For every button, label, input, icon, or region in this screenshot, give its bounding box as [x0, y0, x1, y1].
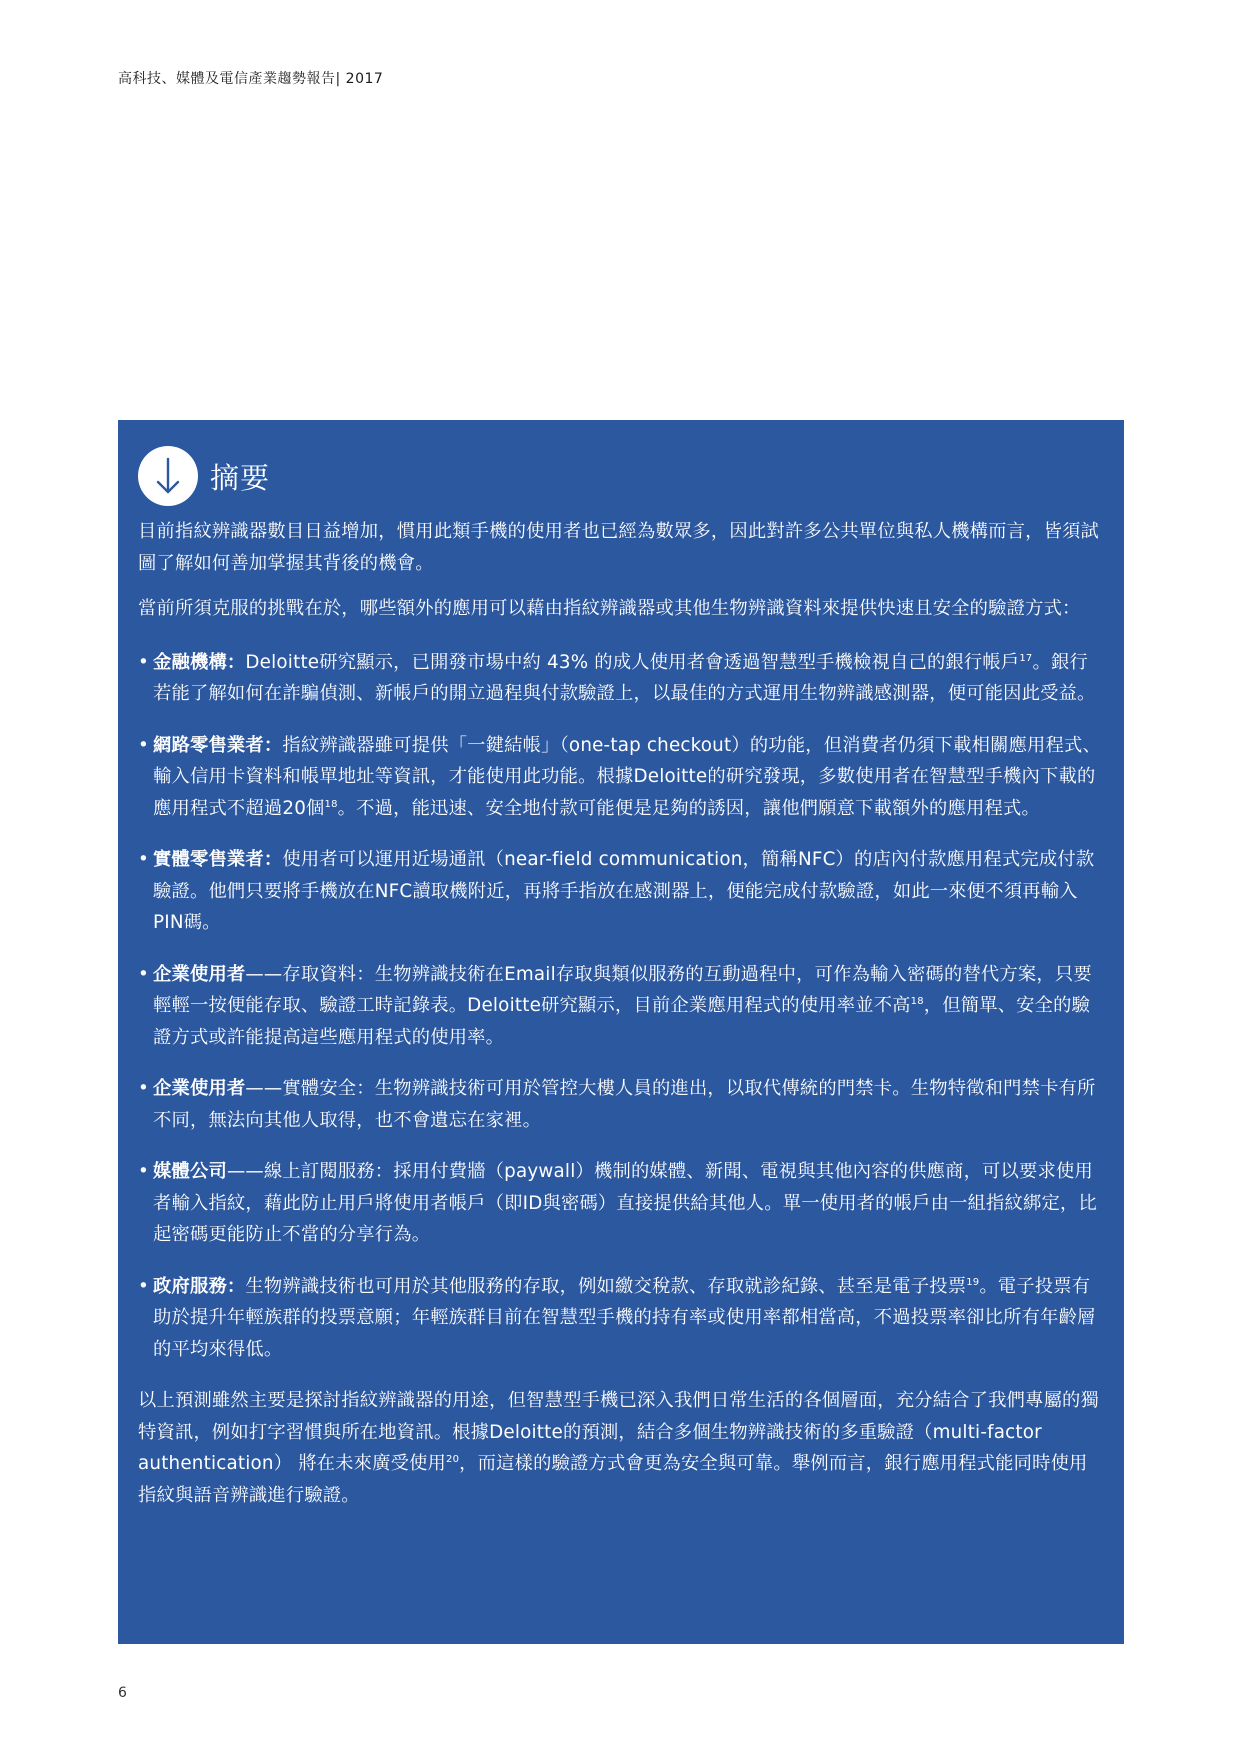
closing-paragraph [138, 1385, 1104, 1511]
summary-bullet-list [138, 647, 1104, 1366]
bullet-text: ——存取資料：生物辨識技術在Email存取與類似服務的互動過程中，可作為輸入密碼的替代方案，只要輕輕一按便能存取、驗證工時記錄表。Deloitte研究顯示，目前企業應用程式的使用率並不高 [153, 963, 1092, 1016]
bullet-government-services [138, 1271, 1104, 1366]
bullet-dot: • [138, 849, 149, 870]
bullet-text: 使用者可以運用近場通訊（near-field communication，簡稱NFC）的店內付款應用程式完成付款驗證。他們只要將手機放在NFC讀取機附近，再將手指放在感測器上，便能完成付款驗證，如此一來便不須再輸入PIN碼。 [153, 849, 1095, 933]
bullet-enterprise-physical-security [138, 1073, 1104, 1136]
bullet-dot: • [138, 963, 149, 985]
bullet-label: 實體零售業者： [153, 849, 283, 870]
summary-box [118, 420, 1124, 1644]
footnote-ref: 18 [910, 995, 924, 1007]
bullet-text-cont: 。銀行若能了解如何在詐騙偵測、新帳戶的開立過程與付款驗證上，以最佳的方式運用生物辨識感測器，便可能因此受益。 [153, 651, 1096, 704]
bullet-text-cont: 。不過，能迅速、安全地付款可能便是足夠的誘因，讓他們願意下載額外的應用程式。 [337, 797, 1040, 819]
intro-paragraph-2: 當前所須克服的挑戰在於，哪些額外的應用可以藉由指紋辨識器或其他生物辨識資料來提供快速且安全的驗證方式： [138, 598, 1081, 619]
bullet-text-cont: 。電子投票有助於提升年輕族群的投票意願；年輕族群目前在智慧型手機的持有率或使用率都相當高，不過投票率卻比所有年齡層的平均來得低。 [153, 1275, 1096, 1360]
running-header: 高科技、媒體及電信產業趨勢報告| 2017 [118, 71, 384, 87]
bullet-online-retailers [138, 730, 1104, 825]
closing-text-cont: ，而這樣的驗證方式會更為安全與可靠。舉例而言，銀行應用程式能同時使用指紋與語音辨識進行驗證。 [138, 1453, 1088, 1506]
bullet-dot: • [138, 1161, 149, 1182]
bullet-dot: • [138, 1275, 149, 1297]
bullet-label: 媒體公司 [153, 1161, 227, 1182]
bullet-text: Deloitte研究顯示，已開發市場中約 43% 的成人使用者會透過智慧型手機檢視自己的銀行帳戶 [245, 651, 1020, 673]
bullet-media-companies [138, 1156, 1104, 1251]
bullet-dot: • [138, 651, 149, 673]
bullet-dot: • [138, 1078, 149, 1099]
bullet-label: 政府服務： [153, 1275, 246, 1297]
page-number: 6 [118, 1685, 127, 1701]
bullet-text: ——實體安全：生物辨識技術可用於管控大樓人員的進出，以取代傳統的門禁卡。生物特徵和門禁卡有所不同，無法向其他人取得，也不會遺忘在家裡。 [153, 1078, 1096, 1131]
bullet-text: 生物辨識技術也可用於其他服務的存取，例如繳交稅款、存取就診紀錄、甚至是電子投票 [245, 1275, 967, 1297]
intro-paragraph-1: 目前指紋辨識器數目日益增加，慣用此類手機的使用者也已經為數眾多，因此對許多公共單位與私人機構而言，皆須試圖了解如何善加掌握其背後的機會。 [138, 521, 1100, 574]
bullet-physical-retailers [138, 844, 1104, 939]
bullet-text-cont: ，但簡單、安全的驗證方式或許能提高這些應用程式的使用率。 [153, 995, 1091, 1048]
bullet-label: 企業使用者 [153, 1078, 246, 1099]
footnote-ref: 18 [324, 798, 338, 810]
summary-heading [138, 446, 1104, 506]
bullet-label: 金融機構： [153, 651, 246, 673]
summary-title: 摘要 [210, 460, 271, 495]
bullet-dot: • [138, 734, 149, 756]
bullet-text: ——線上訂閱服務：採用付費牆（paywall）機制的媒體、新聞、電視與其他內容的供應商，可以要求使用者輸入指紋，藉此防止用戶將使用者帳戶（即ID與密碼）直接提供給其他人。單一使用者的帳戶由一組指紋綁定，比起密碼更能防止不當的分享行為。 [153, 1161, 1097, 1245]
bullet-financial-institutions [138, 647, 1104, 710]
bullet-label: 網路零售業者： [153, 734, 283, 756]
closing-text: 以上預測雖然主要是探討指紋辨識器的用途，但智慧型手機已深入我們日常生活的各個層面，充分結合了我們專屬的獨特資訊，例如打字習慣與所在地資訊。根據Deloitte的預測，結合多個生物辨識技術的多重驗證（multi-factor authentication） 將在未來廣受使用 [138, 1390, 1100, 1474]
footnote-ref: 19 [966, 1276, 980, 1288]
bullet-label: 企業使用者 [153, 963, 246, 985]
footnote-ref: 17 [1019, 652, 1033, 664]
bullet-enterprise-data-access [138, 959, 1104, 1054]
down-arrow-icon [138, 446, 198, 506]
footnote-ref: 20 [446, 1453, 460, 1465]
bullet-text: 指紋辨識器雖可提供「一鍵結帳」（one-tap checkout）的功能，但消費者仍須下載相關應用程式、輸入信用卡資料和帳單地址等資訊，才能使用此功能。根據Deloitte的研究發現，多數使用者在智慧型手機內下載的應用程式不超過20個 [153, 734, 1101, 819]
